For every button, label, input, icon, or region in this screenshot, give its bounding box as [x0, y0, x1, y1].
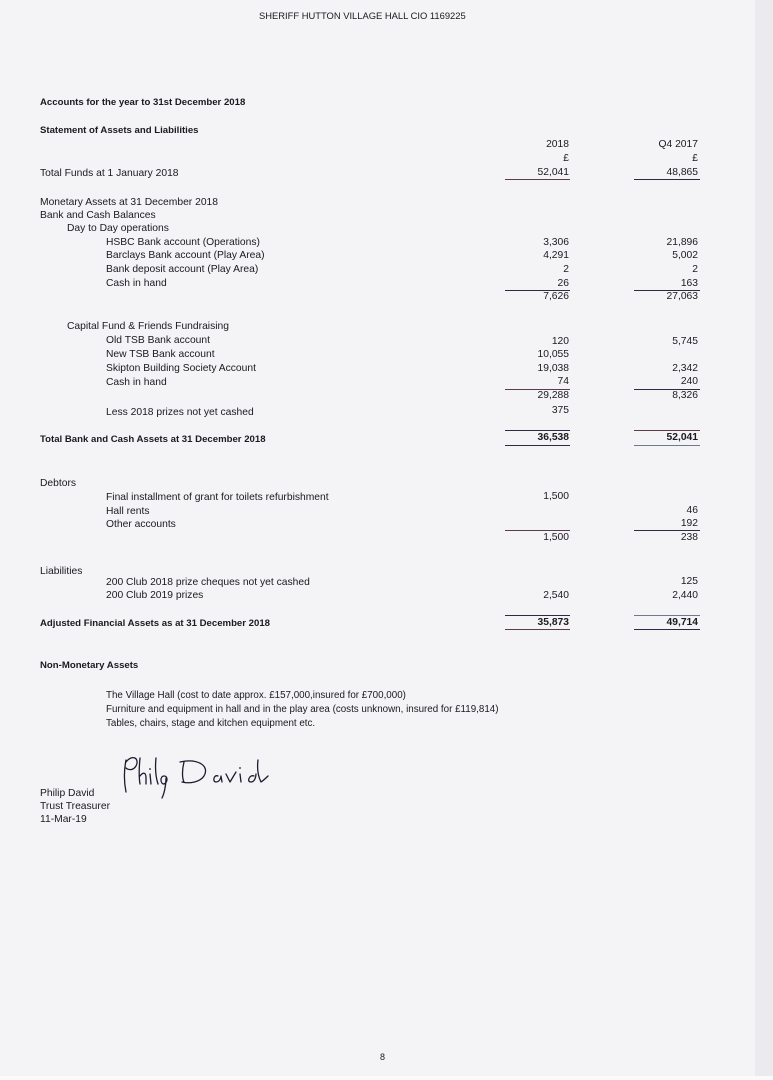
rule	[505, 629, 570, 630]
line-item-label: Bank deposit account (Play Area)	[106, 264, 259, 275]
line-item-2018: 26	[557, 278, 569, 289]
line-item-2018: 74	[557, 376, 569, 387]
non-monetary-line: Tables, chairs, stage and kitchen equipment etc.	[106, 718, 316, 729]
col-2017-header: Q4 2017	[658, 139, 698, 150]
signatory-role: Trust Treasurer	[40, 801, 110, 812]
line-item-2017: 2,440	[672, 590, 698, 601]
line-item-2018: 4,291	[543, 250, 569, 261]
less-prizes-label: Less 2018 prizes not yet cashed	[106, 407, 254, 418]
subtotal-2017: 27,063	[666, 291, 698, 302]
col-2018-unit: £	[563, 153, 569, 164]
liabilities-title: Liabilities	[40, 566, 83, 577]
adjusted-assets-label: Adjusted Financial Assets as at 31 December 2018	[40, 618, 271, 629]
signature-dot	[149, 768, 151, 770]
less-prizes-2018: 375	[551, 405, 569, 416]
total-funds-2018: 52,041	[537, 167, 569, 178]
scan-edge	[755, 0, 773, 1080]
line-item-label: Hall rents	[106, 506, 150, 517]
line-item-2017: 192	[680, 518, 698, 529]
line-item-2018: 2	[563, 264, 569, 275]
line-item-2018: 10,055	[537, 349, 569, 360]
signature-stroke	[139, 758, 146, 784]
line-item-2017: 21,896	[666, 237, 698, 248]
rule	[634, 179, 700, 180]
monetary-assets-title: Monetary Assets at 31 December 2018	[40, 197, 219, 208]
line-item-2017: 163	[680, 278, 698, 289]
statement-heading: Statement of Assets and Liabilities	[40, 125, 199, 136]
rule	[634, 445, 700, 446]
signature-stroke	[226, 772, 236, 782]
signature-stroke	[150, 774, 151, 784]
debtors-title: Debtors	[40, 478, 77, 489]
line-item-label: HSBC Bank account (Operations)	[106, 237, 260, 248]
subtotal-2018: 29,288	[537, 390, 569, 401]
rule	[634, 629, 700, 630]
scan-edge-bottom	[0, 1076, 773, 1080]
line-item-2017: 46	[686, 505, 698, 516]
capital-fund-title: Capital Fund & Friends Fundraising	[67, 321, 229, 332]
signature-stroke	[161, 776, 167, 798]
line-item-label: Skipton Building Society Account	[106, 363, 256, 374]
rule	[505, 445, 570, 446]
bank-cash-title: Bank and Cash Balances	[40, 210, 156, 221]
signature-stroke	[125, 760, 127, 792]
signature-dot	[239, 767, 241, 769]
line-item-2018: 120	[551, 336, 569, 347]
total-bank-2017: 52,041	[666, 432, 698, 443]
signoff-date: 11-Mar-19	[40, 814, 87, 825]
signature	[118, 752, 278, 802]
subtotal-2018: 7,626	[543, 291, 569, 302]
total-funds-label: Total Funds at 1 January 2018	[40, 168, 179, 179]
signature-stroke	[126, 758, 137, 770]
line-item-label: Final installment of grant for toilets refurbishment	[106, 492, 329, 503]
subtotal-2017: 238	[680, 532, 698, 543]
rule	[505, 179, 570, 180]
line-item-label: Other accounts	[106, 519, 176, 530]
subtotal-2017: 8,326	[672, 390, 698, 401]
line-item-2017: 5,745	[672, 336, 698, 347]
line-item-2018: 19,038	[537, 363, 569, 374]
non-monetary-title: Non-Monetary Assets	[40, 660, 139, 671]
page-number: 8	[380, 1052, 386, 1062]
accounts-heading: Accounts for the year to 31st December 2018	[40, 97, 246, 108]
line-item-label: Old TSB Bank account	[106, 335, 210, 346]
adjusted-assets-2017: 49,714	[666, 617, 698, 628]
day-to-day-title: Day to Day operations	[67, 223, 169, 234]
line-item-2017: 240	[680, 376, 698, 387]
line-item-label: Cash in hand	[106, 377, 167, 388]
signature-stroke	[214, 776, 222, 782]
total-bank-2018: 36,538	[537, 432, 569, 443]
signature-stroke	[249, 760, 268, 782]
line-item-label: New TSB Bank account	[106, 349, 215, 360]
document-header: SHERIFF HUTTON VILLAGE HALL CIO 1169225	[259, 10, 466, 21]
line-item-label: Cash in hand	[106, 278, 167, 289]
col-2018-header: 2018	[546, 139, 569, 150]
line-item-label: Barclays Bank account (Play Area)	[106, 250, 265, 261]
line-item-2017: 2,342	[672, 363, 698, 374]
non-monetary-line: Furniture and equipment in hall and in the play area (costs unknown, insured for £119,814)	[106, 704, 499, 715]
subtotal-2018: 1,500	[543, 532, 569, 543]
col-2017-unit: £	[692, 153, 698, 164]
signature-stroke	[156, 758, 158, 784]
line-item-2017: 5,002	[672, 250, 698, 261]
line-item-2017: 2	[692, 264, 698, 275]
adjusted-assets-2018: 35,873	[537, 617, 569, 628]
signature-stroke	[240, 774, 241, 782]
line-item-2017: 125	[680, 576, 698, 587]
signature-stroke	[180, 761, 206, 783]
signatory-name: Philip David	[40, 788, 95, 799]
line-item-2018: 2,540	[543, 590, 569, 601]
non-monetary-line: The Village Hall (cost to date approx. £157,000,insured for £700,000)	[106, 690, 406, 701]
line-item-2018: 1,500	[543, 491, 569, 502]
total-funds-2017: 48,865	[666, 167, 698, 178]
line-item-label: 200 Club 2018 prize cheques not yet cashed	[106, 577, 310, 588]
total-bank-label: Total Bank and Cash Assets at 31 December 2018	[40, 434, 266, 445]
line-item-label: 200 Club 2019 prizes	[106, 590, 204, 601]
line-item-2018: 3,306	[543, 237, 569, 248]
